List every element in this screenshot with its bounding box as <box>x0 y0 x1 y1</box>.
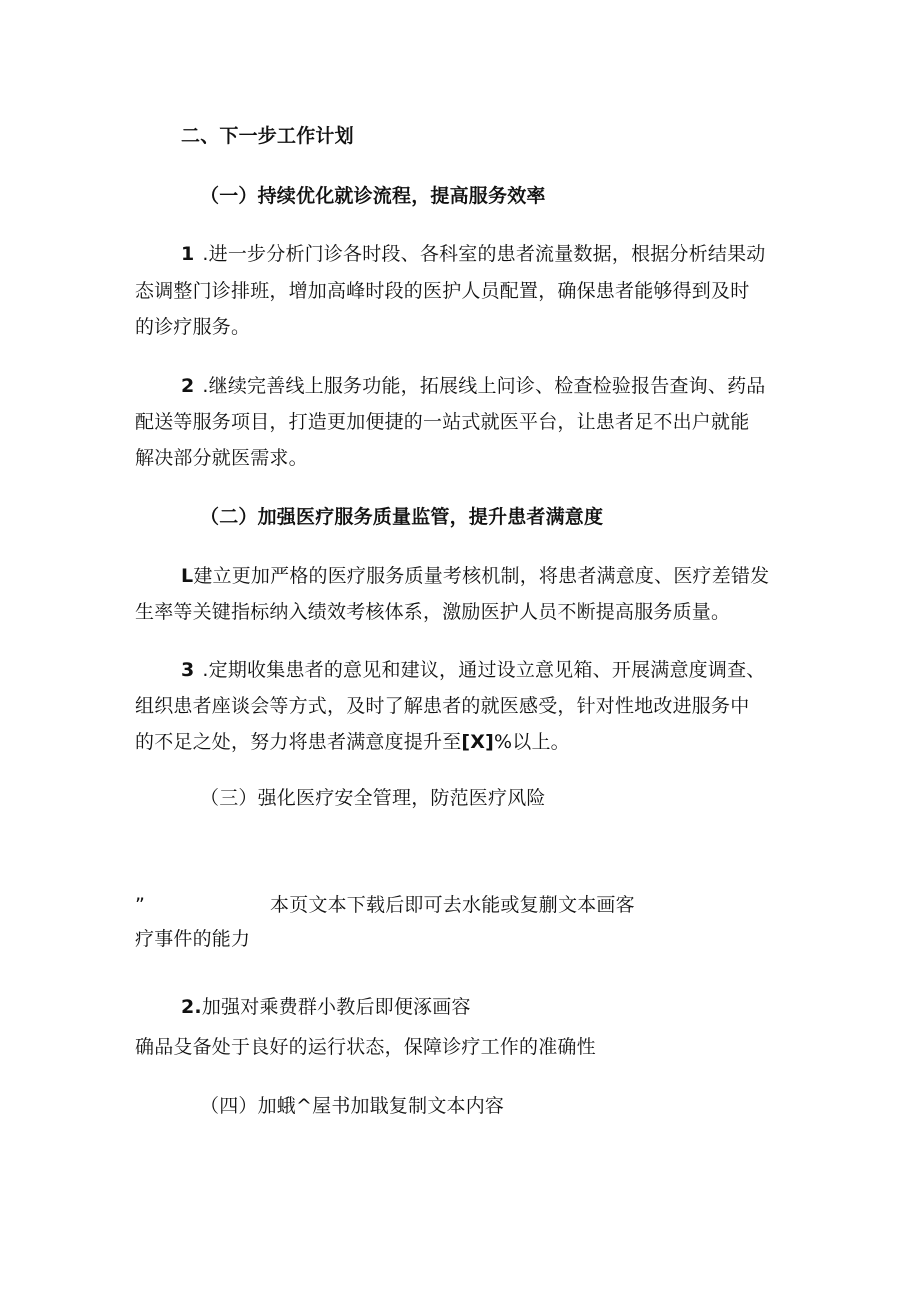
paragraph-line: 解决部分就医需求。 <box>135 447 308 469</box>
fragment-line: 确品殳备处于良好的运行状态，保障诊疗工作的准确性 <box>135 1036 596 1058</box>
item-number: 1 <box>181 243 195 265</box>
paragraph-line: 配送等服务项目，打造更加便捷的一站式就医平台，让患者足不出户就能 <box>135 411 750 433</box>
paragraph-line: 的诊疗服务。 <box>135 316 251 338</box>
garbled-text-line: 本页文本下载后即可去水能或复蒯文本画客 <box>270 894 635 916</box>
paragraph-line <box>181 995 471 1019</box>
line-text: .定期收集患者的意见和建议，通过设立意见箱、开展满意度调查、 <box>202 659 766 681</box>
subsection-heading-2: （二）加强医疗服务质量监管，提升患者满意度 <box>200 506 604 528</box>
subsection-heading-1: （一）持续优化就诊流程，提高服务效率 <box>200 185 546 207</box>
paragraph-line <box>135 730 570 754</box>
paragraph-line: 组织患者座谈会等方式，及时了解患者的就医感受，针对性地改进服务中 <box>135 695 750 717</box>
item-number: L <box>181 565 194 587</box>
paragraph-line <box>181 242 765 266</box>
line-text: 建立更加严格的医疗服务质量考核机制，将患者满意度、医疗差错发 <box>193 565 770 587</box>
paragraph-line <box>181 374 765 398</box>
line-text: 的不足之处，努力将患者满意度提升至 <box>135 731 462 753</box>
item-number: 2. <box>181 996 202 1018</box>
item-number: 2 <box>181 375 195 397</box>
line-text: %以上。 <box>494 731 570 753</box>
item-number: 3 <box>181 659 195 681</box>
paragraph-line <box>181 564 769 588</box>
paragraph-line <box>181 658 765 682</box>
line-text: .进一步分析门诊各时段、各科室的患者流量数据，根据分析结果动 <box>202 243 766 265</box>
subsection-heading-3: （三）强化医疗安全管理，防范医疗风险 <box>200 787 546 809</box>
section-heading: 二、下一步工作计划 <box>181 125 354 147</box>
paragraph-line: 生率等关键指标纳入绩效考核体系，激励医护人员不断提高服务质量。 <box>135 601 731 623</box>
line-text: 加强对乘费群小教后即便涿画容 <box>201 996 471 1018</box>
quote-mark: ” <box>135 894 146 916</box>
subsection-heading-4: （四）加蛾^屋书加戢复制文本内容 <box>200 1095 505 1117</box>
line-text: .继续完善线上服务功能，拓展线上问诊、检查检验报告查询、药品 <box>202 375 766 397</box>
placeholder-value: [X] <box>461 731 495 753</box>
fragment-line: 疗事件的能力 <box>135 928 251 950</box>
paragraph-line: 态调整门诊排班，增加高峰时段的医护人员配置，确保患者能够得到及时 <box>135 280 750 302</box>
